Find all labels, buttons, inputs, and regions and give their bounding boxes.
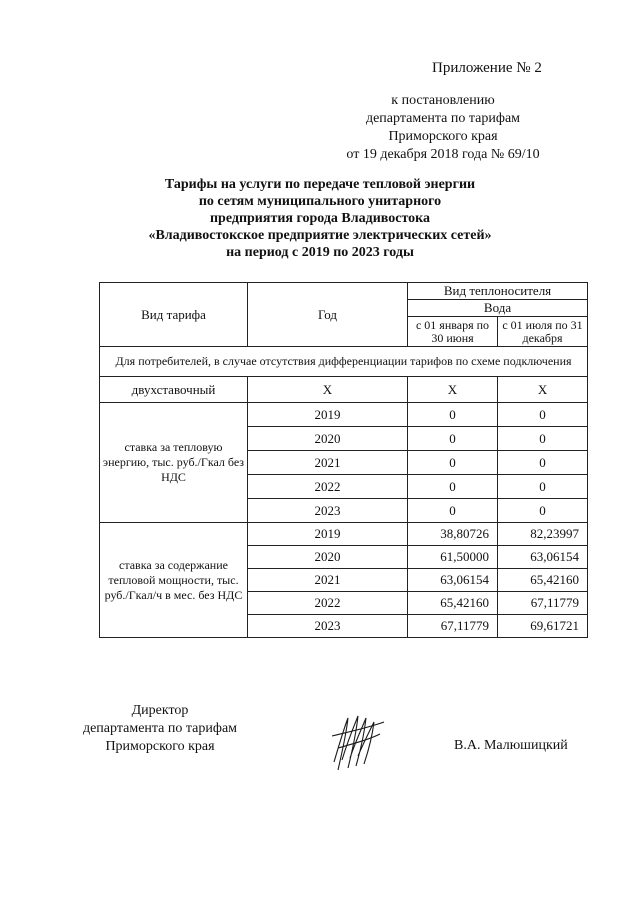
- energy-value-2: 0: [498, 427, 588, 451]
- energy-value-1: 0: [408, 403, 498, 427]
- capacity-value-2: 67,11779: [498, 592, 588, 615]
- capacity-value-2: 63,06154: [498, 546, 588, 569]
- capacity-year: 2022: [248, 592, 408, 615]
- energy-value-2: 0: [498, 499, 588, 523]
- capacity-year: 2023: [248, 615, 408, 638]
- capacity-value-1: 38,80726: [408, 523, 498, 546]
- capacity-year: 2020: [248, 546, 408, 569]
- capacity-value-2: 82,23997: [498, 523, 588, 546]
- title-line-3: предприятия города Владивостока: [209, 211, 430, 226]
- decree-line-2: департамента по тарифам: [365, 111, 521, 126]
- energy-value-2: 0: [498, 451, 588, 475]
- energy-rate-label: ставка за тепловую энергию, тыс. руб./Гкал без НДС: [100, 403, 248, 523]
- two-part-year: Х: [248, 377, 408, 403]
- capacity-value-1: 67,11779: [408, 615, 498, 638]
- energy-value-1: 0: [408, 427, 498, 451]
- capacity-value-1: 61,50000: [408, 546, 498, 569]
- two-part-value-2: Х: [498, 377, 588, 403]
- title-line-5: на период с 2019 по 2023 годы: [226, 245, 414, 260]
- capacity-year: 2021: [248, 569, 408, 592]
- header-year: Год: [248, 283, 408, 347]
- handwritten-signature: [328, 712, 386, 774]
- decree-line-1: к постановлению: [391, 93, 495, 108]
- title-line-1: Тарифы на услуги по передаче тепловой энергии: [164, 177, 476, 192]
- decree-line-3: Приморского края: [388, 129, 498, 144]
- signatory-line-3: Приморского края: [105, 739, 215, 754]
- signatory-line-2: департамента по тарифам: [82, 721, 238, 736]
- capacity-value-1: 65,42160: [408, 592, 498, 615]
- section-row: Для потребителей, в случае отсутствия дифференциации тарифов по схеме подключения: [100, 347, 588, 377]
- decree-reference: [283, 92, 603, 164]
- capacity-value-2: 69,61721: [498, 615, 588, 638]
- capacity-rate-label: ставка за содержание тепловой мощности, тыс. руб./Гкал/ч в мес. без НДС: [100, 523, 248, 638]
- signatory-name: В.А. Малюшицкий: [454, 738, 568, 753]
- energy-year: 2022: [248, 475, 408, 499]
- header-heat-carrier: Вид теплоносителя: [408, 283, 588, 300]
- header-period-1: с 01 января по 30 июня: [408, 317, 498, 347]
- energy-year: 2019: [248, 403, 408, 427]
- capacity-value-2: 65,42160: [498, 569, 588, 592]
- decree-line-4: от 19 декабря 2018 года № 69/10: [346, 147, 540, 162]
- energy-year: 2023: [248, 499, 408, 523]
- title-line-2: по сетям муниципального унитарного: [198, 194, 442, 209]
- two-part-label: двухставочный: [100, 377, 248, 403]
- title-line-4: «Владивостокское предприятие электрических сетей»: [148, 228, 492, 243]
- energy-value-2: 0: [498, 475, 588, 499]
- table-row: [100, 523, 588, 546]
- header-water: Вода: [408, 300, 588, 317]
- energy-value-1: 0: [408, 451, 498, 475]
- energy-value-1: 0: [408, 499, 498, 523]
- capacity-year: 2019: [248, 523, 408, 546]
- header-tariff-type: Вид тарифа: [100, 283, 248, 347]
- document-title: [0, 176, 640, 261]
- energy-year: 2020: [248, 427, 408, 451]
- signatory-line-1: Директор: [131, 703, 189, 718]
- signatory-title: [60, 702, 260, 756]
- energy-value-2: 0: [498, 403, 588, 427]
- annex-label: Приложение № 2: [432, 60, 542, 76]
- energy-year: 2021: [248, 451, 408, 475]
- two-part-value-1: Х: [408, 377, 498, 403]
- capacity-value-1: 63,06154: [408, 569, 498, 592]
- energy-value-1: 0: [408, 475, 498, 499]
- table-row: [100, 403, 588, 427]
- tariff-table: [99, 282, 588, 638]
- header-period-2: с 01 июля по 31 декабря: [498, 317, 588, 347]
